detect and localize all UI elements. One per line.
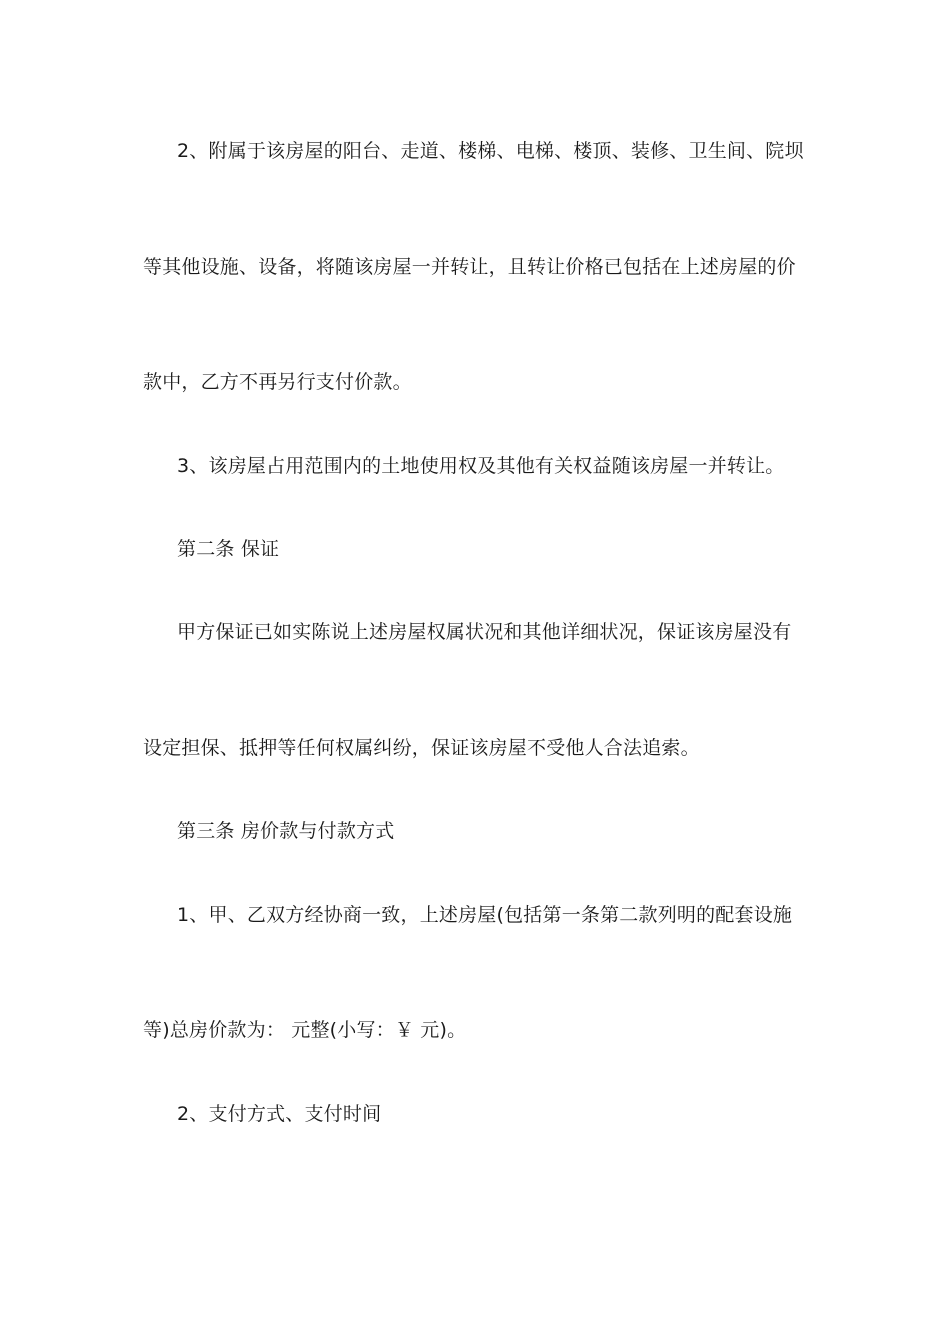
- clause-3-1-line-1: 1、甲、乙双方经协商一致，上述房屋(包括第一条第二款列明的配套设施: [177, 904, 793, 926]
- clause-1-3: 3、该房屋占用范围内的土地使用权及其他有关权益随该房屋一并转让。: [177, 455, 785, 477]
- article-2-line-2: 设定担保、抵押等任何权属纠纷，保证该房屋不受他人合法追索。: [143, 737, 700, 759]
- clause-1-2-line-2: 等其他设施、设备，将随该房屋一并转让，且转让价格已包括在上述房屋的价: [143, 256, 796, 278]
- clause-1-2-line-1: 2、附属于该房屋的阳台、走道、楼梯、电梯、楼顶、装修、卫生间、院坝: [177, 140, 804, 162]
- article-3-heading: 第三条 房价款与付款方式: [177, 820, 395, 842]
- article-2-heading: 第二条 保证: [177, 538, 280, 560]
- clause-3-1-line-2: 等)总房价款为： 元整(小写：￥ 元)。: [143, 1019, 467, 1041]
- article-2-line-1: 甲方保证已如实陈说上述房屋权属状况和其他详细状况，保证该房屋没有: [177, 621, 792, 643]
- clause-3-2: 2、支付方式、支付时间: [177, 1103, 382, 1125]
- clause-1-2-line-3: 款中，乙方不再另行支付价款。: [143, 371, 412, 393]
